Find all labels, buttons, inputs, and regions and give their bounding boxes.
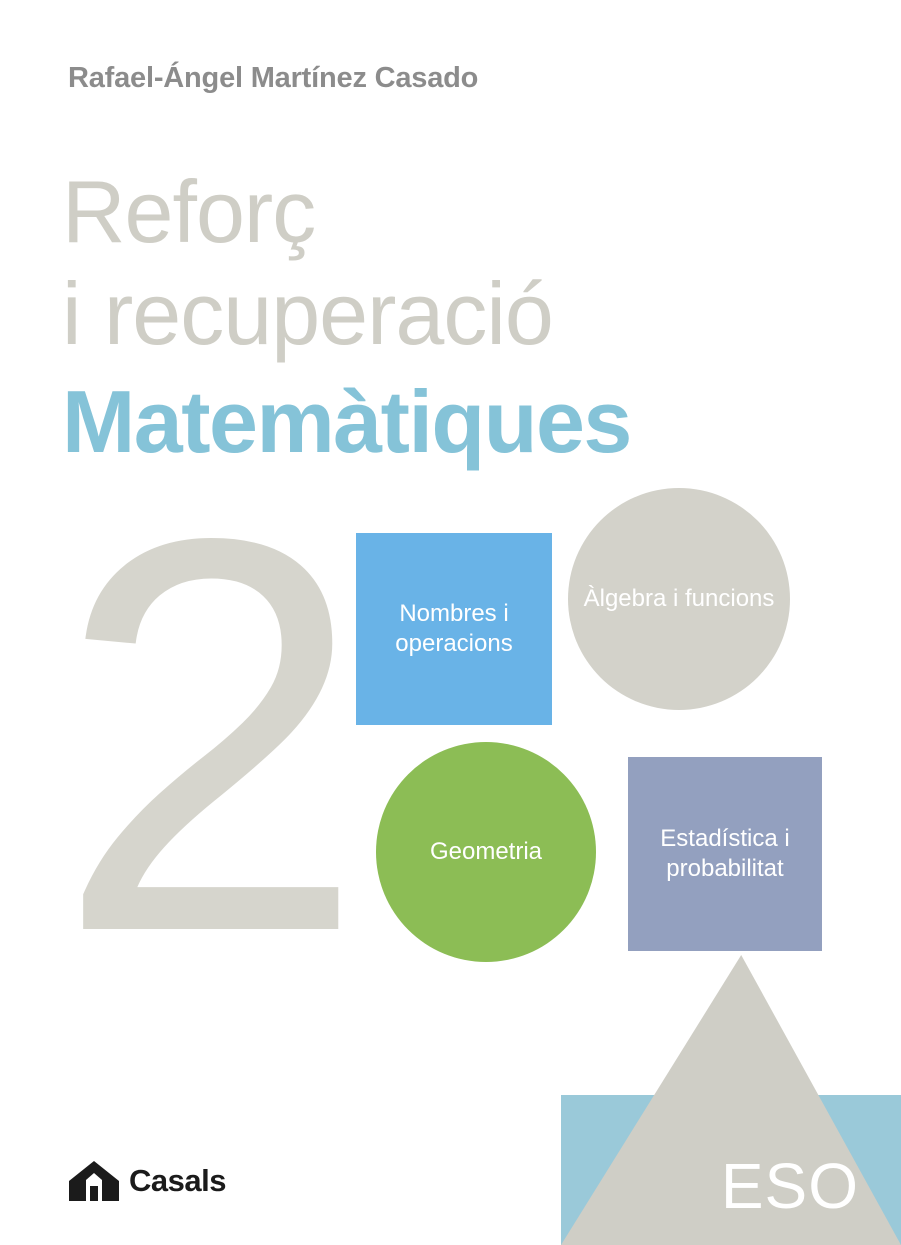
casals-house-logo-icon — [68, 1159, 120, 1203]
title-line-2: i recuperació — [62, 264, 553, 363]
author-name: Rafael-Ángel Martínez Casado — [68, 62, 479, 94]
topic-algebra-functions: Àlgebra i funcions — [568, 488, 790, 710]
publisher-logo — [68, 1159, 226, 1203]
topic-numbers-operations: Nombres i operacions — [356, 533, 552, 725]
topic-geometry: Geometria — [376, 742, 596, 962]
level-numeral: 2 — [55, 422, 357, 1048]
topic-statistics-probability: Estadística i probabilitat — [628, 757, 822, 951]
publisher-name: Casals — [129, 1163, 226, 1198]
education-stage-label: ESO — [720, 1150, 859, 1222]
title-line-1: Reforç — [62, 162, 316, 261]
subject-title: Matemàtiques — [62, 372, 631, 471]
